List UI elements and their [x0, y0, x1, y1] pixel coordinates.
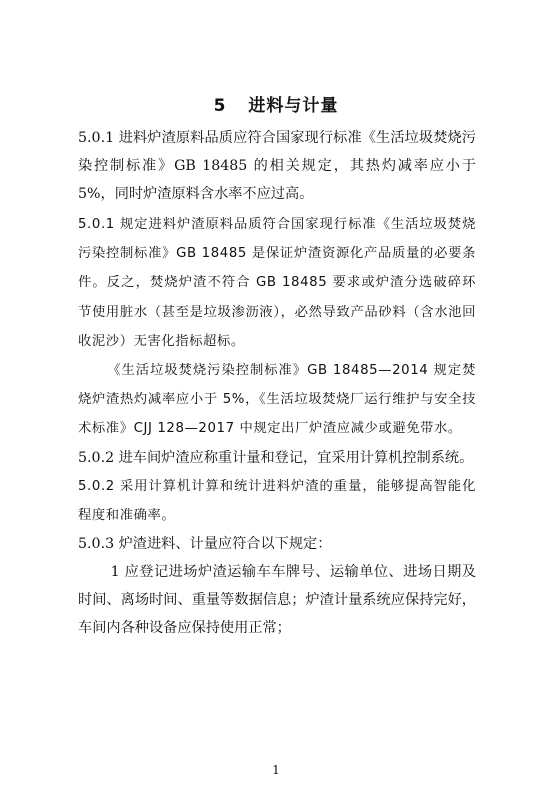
clause-5-0-2: 5.0.2 进车间炉渣应称重计量和登记，宜采用计算机控制系统。 — [78, 449, 474, 466]
document-body — [78, 124, 476, 642]
chapter-heading — [0, 91, 552, 116]
chapter-title: 进料与计量 — [248, 96, 339, 116]
clause-5-0-3: 5.0.3 炉渣进料、计量应符合以下规定： — [78, 536, 332, 553]
clause-5-0-1-explanation: 5.0.1 规定进料炉渣原料品质符合国家现行标准《生活垃圾焚烧污染控制标准》GB 18485 是保证炉渣资源化产品质量的必要条件。反之，焚烧炉渣不符合 GB 18485 要求或炉渣分选破碎环节使用脏水（甚至是垃圾渗沥液），必然导致产品砂料（含水池回收泥沙）无害化指标超标。 — [78, 217, 476, 349]
clause-5-0-1-explanation-continued: 《生活垃圾焚烧污染控制标准》GB 18485—2014 规定焚烧炉渣热灼减率应小于 5%，《生活垃圾焚烧厂运行维护与安全技术标准》CJJ 128—2017 中规定出厂炉渣应减少或避免带水。 — [78, 363, 476, 437]
clause-5-0-3-item-1: 1 应登记进场炉渣运输车车牌号、运输单位、进场日期及时间、离场时间、重量等数据信息；炉渣计量系统应保持完好，车间内各种设备应保持使用正常； — [78, 564, 476, 637]
clause-5-0-2-explanation: 5.0.2 采用计算机计算和统计进料炉渣的重量，能够提高智能化程度和准确率。 — [78, 478, 476, 523]
clause-5-0-1: 5.0.1 进料炉渣原料品质应符合国家现行标准《生活垃圾焚烧污染控制标准》GB 18485 的相关规定，其热灼减率应小于 5%，同时炉渣原料含水率不应过高。 — [78, 130, 476, 202]
chapter-number: 5 — [213, 96, 227, 116]
page-number: 1 — [272, 763, 280, 777]
